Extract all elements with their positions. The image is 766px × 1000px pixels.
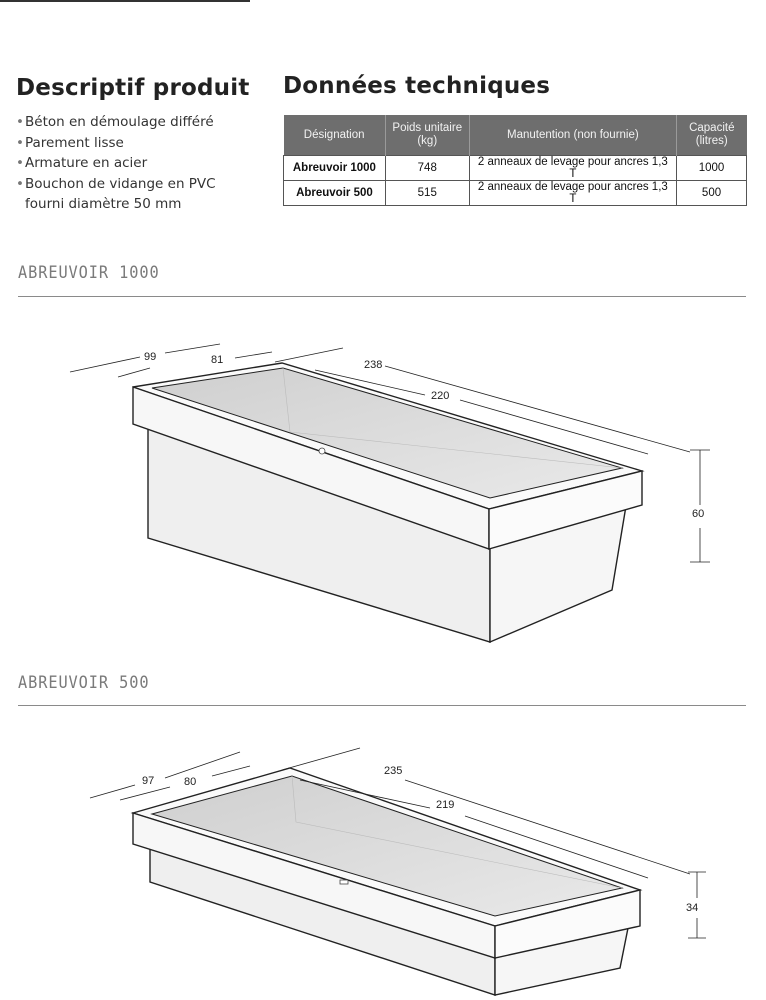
- spec-table: [283, 115, 747, 206]
- cell-designation: Abreuvoir 1000: [284, 156, 386, 181]
- list-item: • Armature en acier: [16, 155, 148, 171]
- section-rule: [18, 296, 746, 297]
- dim-width-inner: 81: [211, 354, 224, 366]
- dim-height: 60: [692, 508, 705, 520]
- table-row: [284, 181, 747, 206]
- header-designation: Désignation: [284, 115, 386, 156]
- dim-length-outer: 238: [364, 359, 383, 371]
- list-item: • Béton en démoulage différé: [16, 114, 214, 130]
- cell-capacite: 1000: [677, 156, 747, 181]
- cell-manutention: 2 anneaux de levage pour ancres 1,3 T: [469, 181, 676, 206]
- cell-designation: Abreuvoir 500: [284, 181, 386, 206]
- cell-manutention: 2 anneaux de levage pour ancres 1,3 T: [469, 156, 676, 181]
- top-rule: [0, 0, 250, 2]
- dim-width-outer: 97: [142, 775, 155, 787]
- cell-capacite: 500: [677, 181, 747, 206]
- dim-length-inner: 219: [436, 799, 455, 811]
- dim-width-outer: 99: [144, 351, 157, 363]
- dim-length-outer: 235: [384, 765, 403, 777]
- section-rule: [18, 705, 746, 706]
- drawing-abreuvoir-500: [0, 740, 766, 998]
- trough-body: [133, 363, 642, 642]
- descriptif-title: Descriptif produit: [16, 75, 250, 101]
- drawing-abreuvoir-1000: [0, 330, 766, 660]
- table-header-row: [284, 115, 747, 156]
- header-poids: Poids unitaire (kg): [385, 115, 469, 156]
- section-title-500: ABREUVOIR 500: [18, 673, 150, 693]
- dim-height: 34: [686, 902, 699, 914]
- trough-body: [133, 768, 640, 995]
- dim-width-inner: 80: [184, 776, 197, 788]
- section-title-1000: ABREUVOIR 1000: [18, 263, 160, 283]
- header-capacite: Capacité (litres): [677, 115, 747, 156]
- cell-poids: 748: [385, 156, 469, 181]
- table-row: [284, 156, 747, 181]
- dim-length-inner: 220: [431, 390, 450, 402]
- cell-poids: 515: [385, 181, 469, 206]
- descriptif-list: [16, 112, 266, 215]
- header-manutention: Manutention (non fournie): [469, 115, 676, 156]
- list-item: • Parement lisse: [16, 134, 124, 151]
- list-item: • Bouchon de vidange en PVC fourni diamètre 50 mm: [16, 175, 216, 212]
- donnees-title: Données techniques: [283, 73, 551, 99]
